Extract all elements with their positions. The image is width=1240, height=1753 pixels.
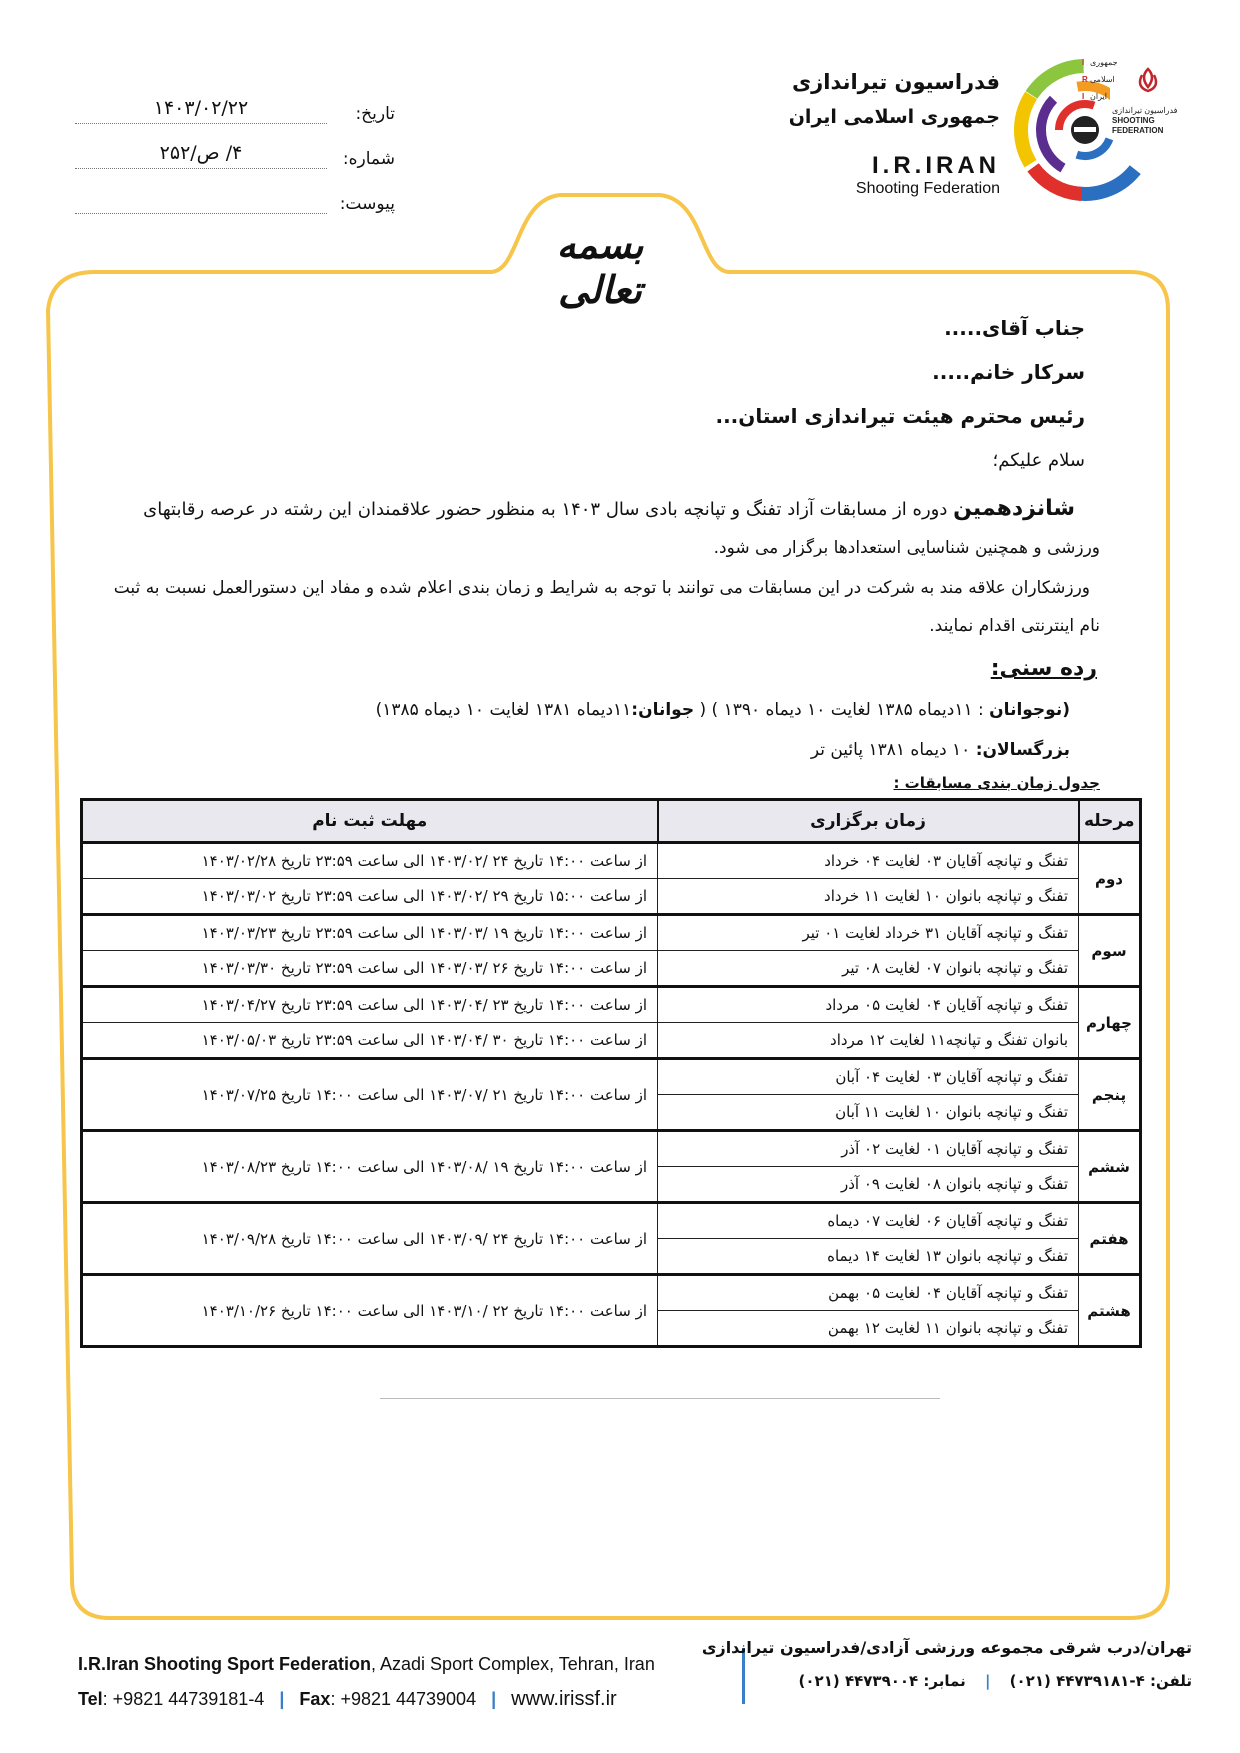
header-stage: مرحله: [1079, 800, 1141, 843]
tel-label: Tel: [78, 1689, 103, 1709]
registration-cell: از ساعت ۱۴:۰۰ تاریخ ۲۴ /۱۴۰۳/۰۲ الی ساعت ۲۳:۵۹ تاریخ ۱۴۰۳/۰۲/۲۸: [82, 843, 658, 879]
stage-cell: هشتم: [1079, 1275, 1141, 1347]
schedule-table: [80, 798, 1142, 1348]
header-time: زمان برگزاری: [658, 800, 1079, 843]
footer-org-address: , Azadi Sport Complex, Tehran, Iran: [371, 1654, 655, 1674]
tel-value: : +9821 44739181-4: [102, 1689, 265, 1709]
adult-label: بزرگسالان:: [975, 740, 1070, 760]
youth-label: جوانان:: [631, 700, 695, 720]
stage-cell: چهارم: [1079, 987, 1141, 1059]
date-value: ۱۴۰۳/۰۲/۲۲: [75, 97, 327, 124]
table-row: [82, 987, 1141, 1023]
fax-label: Fax: [299, 1689, 331, 1709]
attachment-field: [75, 178, 395, 214]
footer-sep-1: |: [279, 1689, 285, 1709]
salutation-ms: سرکار خانم.....: [932, 360, 1085, 384]
table-row: [82, 1023, 1141, 1059]
org-subtitle-en: Shooting Federation: [855, 180, 1000, 197]
seal-letter-1: I: [1082, 58, 1085, 67]
registration-cell: از ساعت ۱۴:۰۰ تاریخ ۱۹ /۱۴۰۳/۰۸ الی ساعت ۱۴:۰۰ تاریخ ۱۴۰۳/۰۸/۲۳: [82, 1131, 658, 1203]
time-cell: تفنگ و تپانچه آقایان ۰۳ لغایت ۰۴ خرداد: [658, 843, 1079, 879]
body-paragraph-1-line2: ورزشی و همچنین شناسایی استعدادها برگزار می شود.: [713, 538, 1100, 558]
seal-line-4: فدراسیون تیراندازی: [1112, 106, 1178, 115]
seal-letter-2: R: [1082, 75, 1088, 84]
time-cell: تفنگ و تپانچه بانوان ۰۷ لغایت ۰۸ تیر: [658, 951, 1079, 987]
footer-contact-en: [78, 1688, 617, 1711]
footer-fax-fa: نمابر: ۴۴۷۳۹۰۰۴ (۰۲۱): [798, 1672, 966, 1690]
table-row: [82, 1131, 1141, 1167]
fax-value: : +9821 44739004: [330, 1689, 477, 1709]
body-paragraph-1: [85, 496, 1075, 521]
time-cell: تفنگ و تپانچه آقایان ۰۴ لغایت ۰۵ بهمن: [658, 1275, 1079, 1311]
footer-address-fa: تهران/درب شرقی مجموعه ورزشی آزادی/فدراسیون تیراندازی: [701, 1638, 1192, 1657]
number-field: [75, 133, 395, 169]
website-link[interactable]: www.irissf.ir: [511, 1688, 617, 1710]
table-row: [82, 843, 1141, 879]
org-country-fa: جمهوری اسلامی ایران: [788, 106, 1000, 128]
time-cell: تفنگ و تپانچه بانوان ۱۱ لغایت ۱۲ بهمن: [658, 1311, 1079, 1347]
table-row: [82, 1275, 1141, 1311]
registration-cell: از ساعت ۱۴:۰۰ تاریخ ۲۲ /۱۴۰۳/۱۰ الی ساعت ۱۴:۰۰ تاریخ ۱۴۰۳/۱۰/۲۶: [82, 1275, 658, 1347]
footer-sep-fa: |: [984, 1672, 991, 1690]
number-value: ۴/ ص/۲۵۲: [75, 142, 327, 169]
date-label: تاریخ:: [355, 104, 395, 124]
bottom-divider: [380, 1398, 940, 1399]
time-cell: تفنگ و تپانچه آقایان ۰۴ لغایت ۰۵ مرداد: [658, 987, 1079, 1023]
age-adult: [811, 740, 1070, 760]
body-paragraph-1-text: دوره از مسابقات آزاد تفنگ و تپانچه بادی سال ۱۴۰۳ به منظور حضور علاقمندان این رشته در عرصه رقابتهای: [143, 499, 954, 520]
age-junior-youth: [170, 700, 1070, 720]
number-label: شماره:: [342, 149, 395, 169]
registration-cell: از ساعت ۱۴:۰۰ تاریخ ۲۳ /۱۴۰۳/۰۴ الی ساعت ۲۳:۵۹ تاریخ ۱۴۰۳/۰۴/۲۷: [82, 987, 658, 1023]
footer-org-name: I.R.Iran Shooting Sport Federation: [78, 1654, 372, 1674]
salutation-mr: جناب آقای.....: [944, 316, 1085, 340]
date-field: [75, 88, 395, 124]
table-row: [82, 915, 1141, 951]
body-paragraph-2-line2: نام اینترنتی اقدام نمایند.: [929, 616, 1100, 636]
stage-cell: دوم: [1079, 843, 1141, 915]
registration-cell: از ساعت ۱۴:۰۰ تاریخ ۱۹ /۱۴۰۳/۰۳ الی ساعت ۲۳:۵۹ تاریخ ۱۴۰۳/۰۳/۲۳: [82, 915, 658, 951]
seal-letter-3: I: [1082, 92, 1085, 101]
body-paragraph-2: ورزشکاران علاقه مند به شرکت در این مسابقات می توانند با توجه به شرایط و زمان بندی اعلام شده و مفاد این دستورالعمل نسبت به ثبت: [113, 578, 1090, 598]
registration-cell: از ساعت ۱۵:۰۰ تاریخ ۲۹ /۱۴۰۳/۰۲ الی ساعت ۲۳:۵۹ تاریخ ۱۴۰۳/۰۳/۰۲: [82, 879, 658, 915]
junior-range: : ۱۱دیماه ۱۳۸۵ لغایت ۱۰ دیماه ۱۳۹۰ ) (: [694, 700, 990, 720]
seal-line-1: جمهوری: [1090, 58, 1118, 67]
org-name-fa: فدراسیون تیراندازی: [791, 70, 1000, 94]
seal-line-5: SHOOTING: [1112, 116, 1155, 125]
youth-range: ۱۱دیماه ۱۳۸۱ لغایت ۱۰ دیماه ۱۳۸۵): [375, 700, 632, 720]
stage-cell: سوم: [1079, 915, 1141, 987]
bismillah-heading: بسمه تعالی: [556, 222, 644, 312]
registration-cell: از ساعت ۱۴:۰۰ تاریخ ۲۶ /۱۴۰۳/۰۳ الی ساعت ۲۳:۵۹ تاریخ ۱۴۰۳/۰۳/۳۰: [82, 951, 658, 987]
time-cell: بانوان تفنگ و تپانچه۱۱ لغایت ۱۲ مرداد: [658, 1023, 1079, 1059]
table-row: [82, 1059, 1141, 1095]
registration-cell: از ساعت ۱۴:۰۰ تاریخ ۲۴ /۱۴۰۳/۰۹ الی ساعت ۱۴:۰۰ تاریخ ۱۴۰۳/۰۹/۲۸: [82, 1203, 658, 1275]
stage-cell: هفتم: [1079, 1203, 1141, 1275]
footer-tel-fa: تلفن: ۴-۴۴۷۳۹۱۸۱ (۰۲۱): [1009, 1672, 1192, 1690]
time-cell: تفنگ و تپانچه آقایان ۰۶ لغایت ۰۷ دیماه: [658, 1203, 1079, 1239]
table-row: [82, 1203, 1141, 1239]
stage-cell: پنجم: [1079, 1059, 1141, 1131]
time-cell: تفنگ و تپانچه بانوان ۰۸ لغایت ۰۹ آذر: [658, 1167, 1079, 1203]
age-heading: رده سنی:: [990, 656, 1097, 681]
table-caption: جدول زمان بندی مسابقات :: [893, 774, 1100, 792]
footer-sep-2: |: [491, 1689, 497, 1709]
salutation-head: رئیس محترم هیئت تیراندازی استان...: [715, 404, 1085, 428]
footer-org-en: [78, 1654, 655, 1675]
table-row: [82, 951, 1141, 987]
time-cell: تفنگ و تپانچه آقایان ۳۱ خرداد لغایت ۰۱ تیر: [658, 915, 1079, 951]
table-row: [82, 879, 1141, 915]
junior-label: (نوجوانان: [989, 700, 1070, 720]
time-cell: تفنگ و تپانچه بانوان ۱۳ لغایت ۱۴ دیماه: [658, 1239, 1079, 1275]
time-cell: تفنگ و تپانچه بانوان ۱۰ لغایت ۱۱ آبان: [658, 1095, 1079, 1131]
time-cell: تفنگ و تپانچه بانوان ۱۰ لغایت ۱۱ خرداد: [658, 879, 1079, 915]
seal-line-6: FEDERATION: [1112, 126, 1164, 135]
seal-line-3: ایران: [1090, 92, 1107, 101]
time-cell: تفنگ و تپانچه آقایان ۰۱ لغایت ۰۲ آذر: [658, 1131, 1079, 1167]
attachment-label: پیوست:: [339, 194, 395, 214]
stage-cell: ششم: [1079, 1131, 1141, 1203]
time-cell: تفنگ و تپانچه آقایان ۰۳ لغایت ۰۴ آبان: [658, 1059, 1079, 1095]
registration-cell: از ساعت ۱۴:۰۰ تاریخ ۳۰ /۱۴۰۳/۰۴ الی ساعت ۲۳:۵۹ تاریخ ۱۴۰۳/۰۵/۰۳: [82, 1023, 658, 1059]
org-name-en: I.R.IRAN: [872, 152, 1000, 179]
greeting: سلام علیکم؛: [992, 450, 1085, 471]
adult-range: ۱۰ دیماه ۱۳۸۱ پائین تر: [810, 740, 976, 760]
table-header-row: [82, 800, 1141, 843]
header-registration: مهلت ثبت نام: [82, 800, 658, 843]
registration-cell: از ساعت ۱۴:۰۰ تاریخ ۲۱ /۱۴۰۳/۰۷ الی ساعت ۱۴:۰۰ تاریخ ۱۴۰۳/۰۷/۲۵: [82, 1059, 658, 1131]
footer-contact-fa: [799, 1672, 1192, 1690]
edition-number: شانزدهمین: [953, 496, 1075, 521]
attachment-value: [75, 187, 327, 214]
seal-line-2: اسلامی: [1090, 75, 1115, 84]
